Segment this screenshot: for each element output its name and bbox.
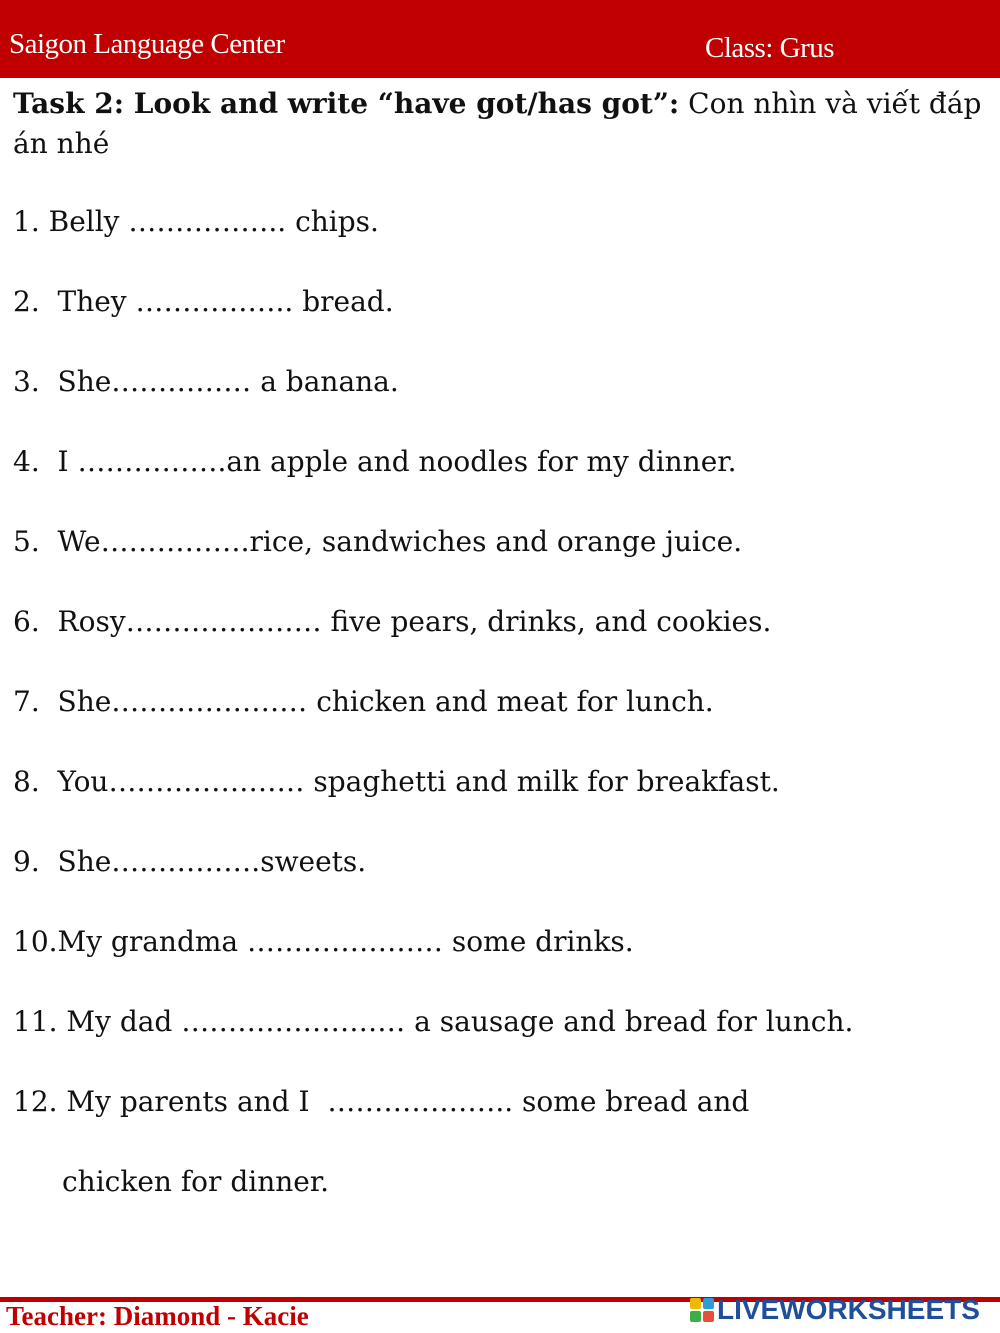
exercise-item-6: 6. Rosy………………… five pears, drinks, and cookies.: [13, 605, 772, 638]
liveworksheets-brand[interactable]: [690, 1293, 980, 1327]
exercise-list: [13, 202, 988, 1162]
exercise-item-3: 3. She…………… a banana.: [13, 365, 399, 398]
exercise-item-7: 7. She………………… chicken and meat for lunch.: [13, 685, 714, 718]
exercise-item-9: 9. She…………….sweets.: [13, 845, 367, 878]
exercise-item-5: 5. We…………….rice, sandwiches and orange juice.: [13, 525, 743, 558]
class-label: Class: Grus: [705, 32, 835, 64]
header-bar: [0, 0, 1000, 78]
exercise-item-11: 11. My dad …………………… a sausage and bread for lunch.: [13, 1005, 854, 1038]
task-subtitle: Con nhìn và viết đáp án nhé: [13, 87, 982, 160]
liveworksheets-logo-icon: [690, 1298, 714, 1322]
exercise-item-2: 2. They …………….. bread.: [13, 285, 394, 318]
exercise-item-10: 10.My grandma ………………… some drinks.: [13, 925, 634, 958]
exercise-item-1: 1. Belly …………….. chips.: [13, 205, 379, 238]
exercise-item-12-continuation: chicken for dinner.: [62, 1165, 330, 1198]
teacher-credit: Teacher: Diamond - Kacie: [6, 1301, 309, 1331]
task-instruction: [13, 84, 988, 164]
task-title: Task 2: Look and write “have got/has got”:: [13, 87, 680, 120]
liveworksheets-wordmark: LIVEWORKSHEETS: [717, 1294, 980, 1325]
exercise-item-12: 12. My parents and I ……………….. some bread and: [13, 1085, 750, 1118]
exercise-item-8: 8. You………………… spaghetti and milk for breakfast.: [13, 765, 780, 798]
exercise-item-4: 4. I …………….an apple and noodles for my dinner.: [13, 445, 737, 478]
school-name: Saigon Language Center: [9, 28, 285, 60]
